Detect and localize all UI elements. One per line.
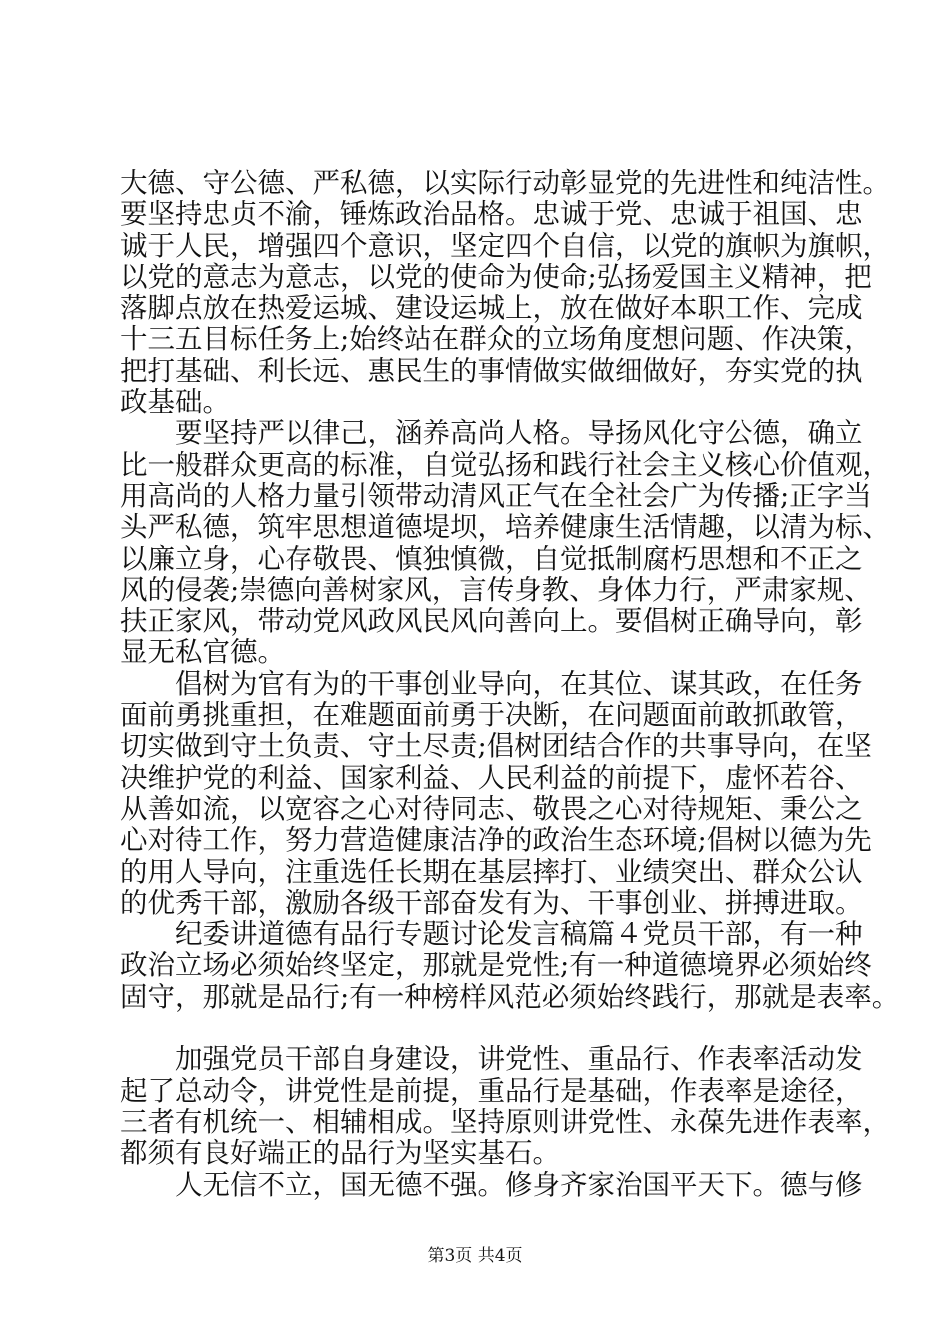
text-line: 加强党员干部自身建设，讲党性、重品行、作表率活动发 bbox=[120, 1043, 863, 1076]
text-line: 政基础。 bbox=[120, 386, 230, 419]
text-line: 三者有机统一、相辅相成。坚持原则讲党性、永葆先进作表率， bbox=[120, 1105, 890, 1138]
text-line: 头严私德，筑牢思想道德堤坝，培养健康生活情趣，以清为标、 bbox=[120, 511, 890, 544]
text-line: 扶正家风，带动党风政风民风向善向上。要倡树正确导向，彰 bbox=[120, 605, 863, 638]
blank-line bbox=[120, 1013, 835, 1044]
text-line: 以党的意志为意志，以党的使命为使命;弘扬爱国主义精神，把 bbox=[120, 260, 872, 293]
text-line: 要坚持严以律己，涵养高尚人格。导扬风化守公德，确立 bbox=[120, 417, 863, 450]
text-line: 十三五目标任务上;始终站在群众的立场角度想问题、作决策， bbox=[120, 323, 872, 356]
text-line: 以廉立身，心存敬畏、慎独慎微，自觉抵制腐朽思想和不正之 bbox=[120, 542, 863, 575]
text-line: 大德、守公德、严私德，以实际行动彰显党的先进性和纯洁性。 bbox=[120, 167, 890, 199]
text-line: 纪委讲道德有品行专题讨论发言稿篇４党员干部，有一种 bbox=[120, 918, 863, 951]
text-line: 政治立场必须始终坚定，那就是党性;有一种道德境界必须始终 bbox=[120, 949, 872, 982]
text-line: 倡树为官有为的干事创业导向，在其位、谋其政，在任务 bbox=[120, 667, 863, 700]
text-line: 都须有良好端正的品行为坚实基石。 bbox=[120, 1137, 560, 1170]
text-line: 决维护党的利益、国家利益、人民利益的前提下，虚怀若谷、 bbox=[120, 761, 863, 794]
text-line: 切实做到守土负责、守土尽责;倡树团结合作的共事导向，在坚 bbox=[120, 730, 872, 763]
text-line: 落脚点放在热爱运城、建设运城上，放在做好本职工作、完成 bbox=[120, 292, 863, 325]
text-line: 心对待工作，努力营造健康洁净的政治生态环境;倡树以德为先 bbox=[120, 824, 872, 857]
text-line: 比一般群众更高的标准，自觉弘扬和践行社会主义核心价值观， bbox=[120, 448, 890, 481]
text-line: 的用人导向，注重选任长期在基层摔打、业绩突出、群众公认 bbox=[120, 855, 863, 888]
text-line: 诚于人民，增强四个意识，坚定四个自信，以党的旗帜为旗帜， bbox=[120, 229, 890, 262]
text-line: 用高尚的人格力量引领带动清风正气在全社会广为传播;正字当 bbox=[120, 479, 872, 512]
text-line: 从善如流，以宽容之心对待同志、敬畏之心对待规矩、秉公之 bbox=[120, 792, 863, 825]
text-line: 的优秀干部，激励各级干部奋发有为、干事创业、拼搏进取。 bbox=[120, 886, 863, 919]
text-line: 固守，那就是品行;有一种榜样风范必须始终践行，那就是表率。 bbox=[120, 980, 900, 1013]
document-body bbox=[120, 167, 900, 1201]
text-line: 人无信不立，国无德不强。修身齐家治国平天下。德与修 bbox=[120, 1168, 863, 1201]
text-line: 风的侵袭;崇德向善树家风，言传身教、身体力行，严肃家规、 bbox=[120, 573, 872, 606]
text-line: 要坚持忠贞不渝，锤炼政治品格。忠诚于党、忠诚于祖国、忠 bbox=[120, 198, 863, 231]
text-line: 显无私官德。 bbox=[120, 636, 285, 669]
page-footer: 第3页 共4页 bbox=[427, 1246, 523, 1266]
text-line: 面前勇挑重担，在难题面前勇于决断，在问题面前敢抓敢管， bbox=[120, 699, 863, 732]
text-line: 起了总动令，讲党性是前提，重品行是基础，作表率是途径， bbox=[120, 1074, 863, 1107]
text-line: 把打基础、利长远、惠民生的事情做实做细做好，夯实党的执 bbox=[120, 354, 863, 387]
